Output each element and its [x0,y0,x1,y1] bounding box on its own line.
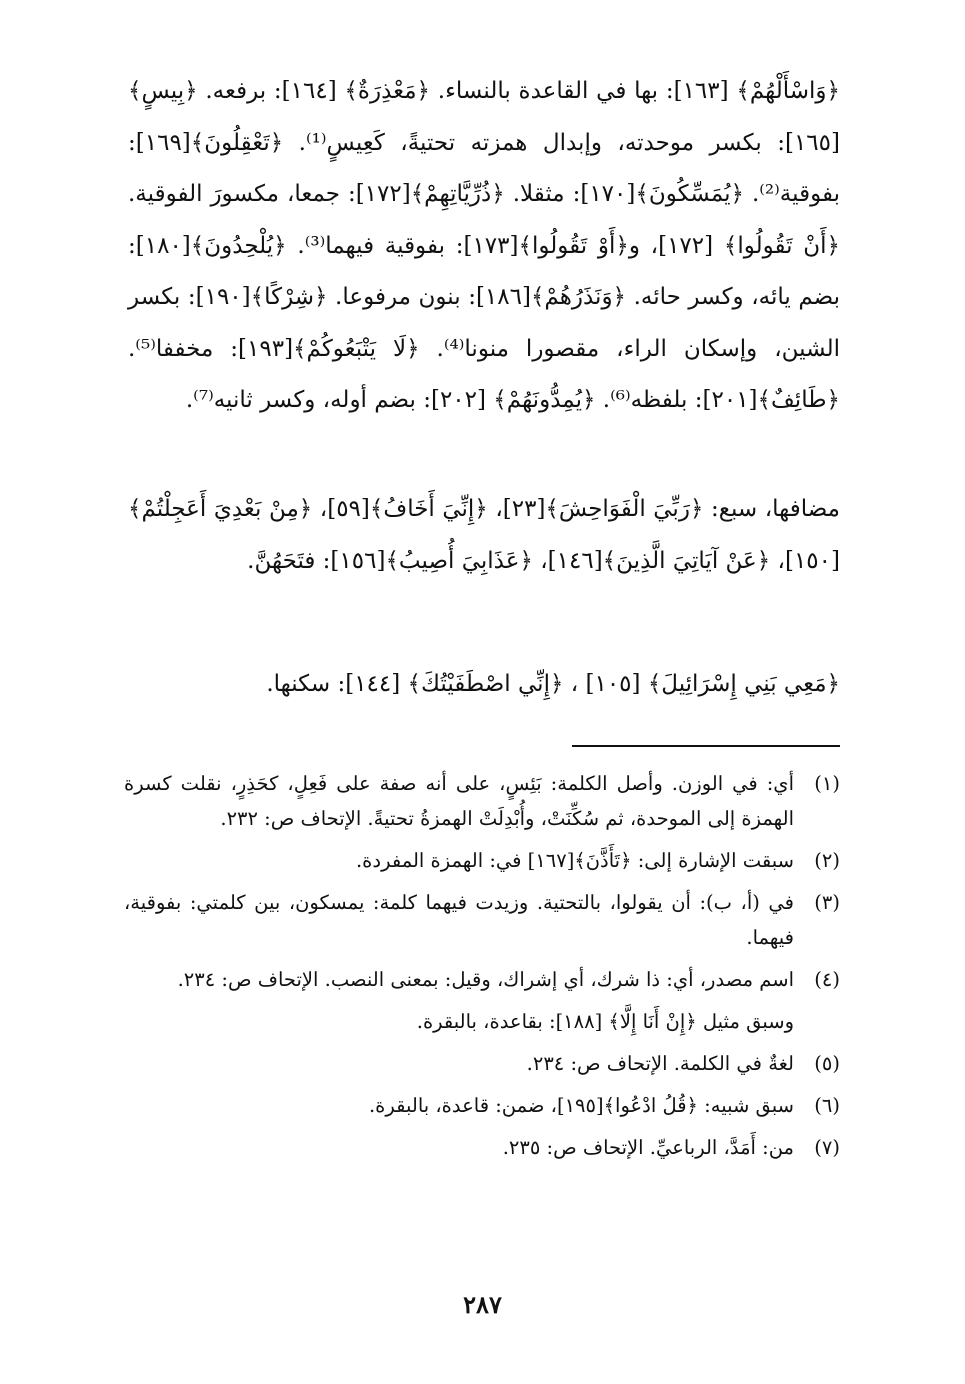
footnote-number: (٦) [814,1094,840,1117]
footnotes [124,766,840,1172]
footnote-text: لغةٌ في الكلمة. الإتحاف ص: ٢٣٤. [526,1052,794,1075]
main-paragraph-1 [128,66,840,427]
footnote-text: أي: في الوزن. وأصل الكلمة: بَئِسٍ، على أنه صفة على فَعِلٍ، كحَذِرٍ، نقلت كسرة الهمزة إلى الموحدة، ثم سُكِّنَتْ، وأُبْدِلَتْ الهمزةُ تحتيةً. الإتحاف ص: ٢٣٢. [124,772,794,830]
footnote-number: (٥) [814,1052,840,1075]
paragraph-text: مضافها، سبع: ﴿رَبِّيَ الْفَوَاحِشَ﴾[٢٣]، ﴿إِنِّيَ أَخَافُ﴾[٥٩]، ﴿مِنْ بَعْدِيَ أَعَجِلْتُمْ﴾[١٥٠]، ﴿عَنْ آيَاتِيَ الَّذِينَ﴾[١٤٦]، ﴿عَذَابِيَ أُصِيبُ﴾[١٥٦]: فتَحَهُنَّ. [128,496,840,574]
page-number: ٢٨٧ [463,1290,502,1319]
footnote-number: (٤) [814,968,840,991]
footnote-text: سبق شبيه: ﴿قُلُ ادْعُوا﴾[١٩٥]، ضمن: قاعدة، بالبقرة. [368,1094,794,1117]
footnote-4-continuation [124,1004,840,1039]
footnote-text: سبقت الإشارة إلى: ﴿تَأَذَّنَ﴾[١٦٧] في: الهمزة المفردة. [355,849,794,872]
footnote-text: اسم مصدر، أي: ذا شرك، أي إشراك، وقيل: بمعنى النصب. الإتحاف ص: ٢٣٤. [177,968,794,991]
footnote-text: في (أ، ب): أن يقولوا، بالتحتية. وزيدت فيهما كلمة: يمسكون، بين كلمتي: بفوقية، فيهما. [124,891,794,949]
footnote-text: وسبق مثيل ﴿إِنْ أَنَا إِلَّا﴾ [١٨٨]: بقاعدة، بالبقرة. [416,1010,794,1033]
paragraph-text: ﴿وَاسْأَلْهُمْ﴾ [١٦٣]: بها في القاعدة بالنساء. ﴿مَعْذِرَةٌ﴾ [١٦٤]: برفعه. ﴿بِيسٍ﴾[١٦٥]: بكسر موحدته، وإبدال همزته تحتيةً، كَعِيسٍ⁽¹⁾. ﴿تَعْقِلُونَ﴾[١٦٩]: بفوقية⁽²⁾. ﴿يُمَسِّكُونَ﴾[١٧٠]: مثقلا. ﴿ذُرِّيَّاتِهِمْ﴾[١٧٢]: جمعا، مكسورَ الفوقية. ﴿أَنْ تَقُولُوا﴾ [١٧٢]، و﴿أَوْ تَقُولُوا﴾[١٧٣]: بفوقية فيهما⁽³⁾. ﴿يُلْحِدُونَ﴾[١٨٠]: بضم يائه، وكسر حائه. ﴿وَنَذَرُهُمْ﴾[١٨٦]: بنون مرفوعا. ﴿شِرْكًا﴾[١٩٠]: بكسر الشين، وإسكان الراء، مقصورا منونا⁽⁴⁾. ﴿لَا يَتْبَعُوكُمْ﴾[١٩٣]: مخففا⁽⁵⁾. ﴿طَائِفٌ﴾[٢٠١]: بلفظه⁽⁶⁾. ﴿يُمِدُّونَهُمْ﴾ [٢٠٢]: بضم أوله، وكسر ثانيه⁽⁷⁾. [128,78,840,413]
footnote-divider [572,745,840,747]
footnote-5 [124,1046,840,1081]
main-paragraph-3 [128,659,840,711]
footnote-number: (٢) [814,849,840,872]
footnote-2 [124,843,840,878]
footnote-number: (٣) [814,891,840,914]
footnote-1 [124,766,840,836]
footnote-4 [124,962,840,997]
footnote-7 [124,1130,840,1165]
footnote-3 [124,885,840,955]
footnote-number: (٧) [814,1136,840,1159]
footnote-number: (١) [814,772,840,795]
main-paragraph-2 [128,483,840,587]
footnote-6 [124,1088,840,1123]
footnote-text: من: أَمَدَّ، الرباعيِّ. الإتحاف ص: ٢٣٥. [502,1136,794,1159]
paragraph-text: ﴿مَعِي بَنِي إِسْرَائِيلَ﴾ [١٠٥] ، ﴿إِنِّي اصْطَفَيْتُكَ﴾ [١٤٤]: سكنها. [266,671,840,697]
